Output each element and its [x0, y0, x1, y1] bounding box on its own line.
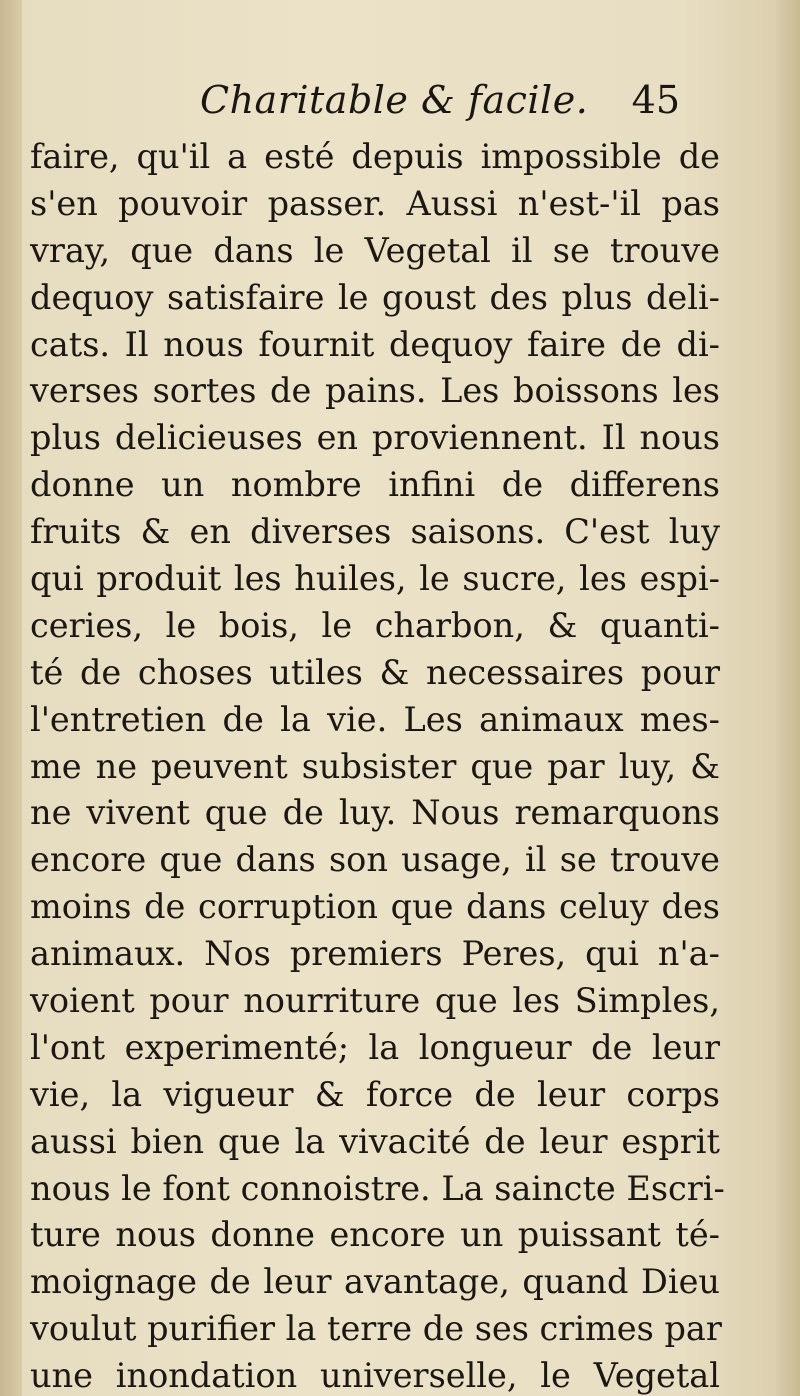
text-line: encore que dans son usage, il se trouve — [30, 840, 720, 880]
text-line: qui produit les huiles, le sucre, les espi- — [30, 559, 720, 599]
text-line: faire, qu'il a esté depuis impossible de — [30, 137, 720, 176]
text-line: ture nous donne encore un puissant té- — [30, 1215, 720, 1255]
text-line: l'entretien de la vie. Les animaux mes- — [30, 699, 720, 739]
text-line: nous le font connoistre. La saincte Escri- — [30, 1168, 725, 1208]
text-line: me ne peuvent subsister que par luy, & — [30, 746, 720, 786]
text-line: s'en pouvoir passer. Aussi n'est-'il pas — [30, 183, 720, 223]
page-left-edge — [0, 0, 22, 1396]
page-header — [200, 78, 680, 128]
text-line: plus delicieuses en proviennent. Il nous — [30, 418, 720, 458]
text-line: voient pour nourriture que les Simples, — [30, 981, 720, 1021]
text-line: aussi bien que la vivacité de leur esprit — [30, 1121, 720, 1161]
text-line: une inondation universelle, le Vegetal — [30, 1356, 720, 1396]
text-line: moins de corruption que dans celuy des — [30, 887, 720, 927]
text-line: l'ont experimenté; la longueur de leur — [30, 1027, 720, 1067]
text-line: dequoy satisfaire le goust des plus deli- — [30, 277, 720, 317]
text-line: vray, que dans le Vegetal il se trouve — [30, 230, 720, 270]
page-right-edge — [776, 0, 800, 1396]
text-line: vie, la vigueur & force de leur corps — [30, 1074, 720, 1114]
body-text — [30, 134, 725, 1396]
text-line: ceries, le bois, le charbon, & quanti- — [30, 605, 720, 645]
text-line: animaux. Nos premiers Peres, qui n'a- — [30, 934, 720, 974]
text-line: fruits & en diverses saisons. C'est luy — [30, 512, 720, 552]
text-line: voulut purifier la terre de ses crimes par — [30, 1309, 722, 1349]
text-line: donne un nombre infini de differens — [30, 465, 720, 505]
running-title: Charitable & facile. — [200, 78, 589, 122]
text-line: ne vivent que de luy. Nous remarquons — [30, 793, 720, 833]
text-line: cats. Il nous fournit dequoy faire de di- — [30, 324, 720, 364]
text-line: té de choses utiles & necessaires pour — [30, 652, 720, 692]
page-number: 45 — [631, 78, 680, 122]
text-line: verses sortes de pains. Les boissons les — [30, 371, 720, 411]
text-line: moignage de leur avantage, quand Dieu — [30, 1262, 720, 1302]
